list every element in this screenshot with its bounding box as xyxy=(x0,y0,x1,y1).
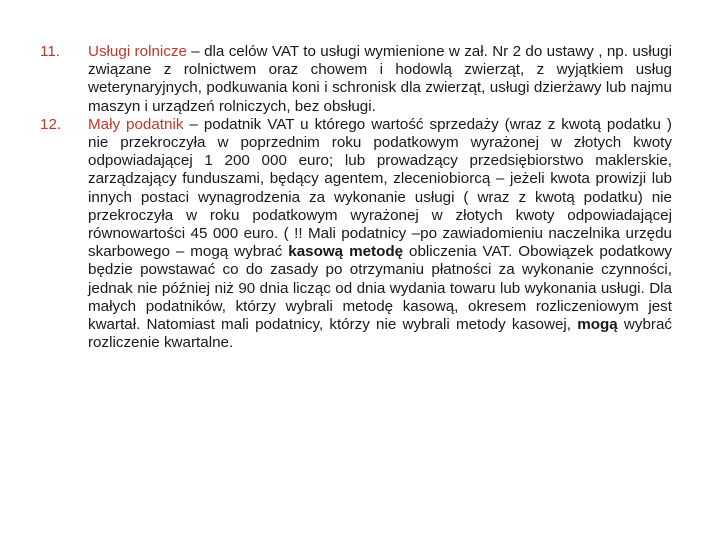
term-uslugi-rolnicze: Usługi rolnicze xyxy=(88,43,187,60)
item-number: 12. xyxy=(40,115,62,133)
definition-text: – dla celów VAT to usługi wymienione w zał. Nr 2 do ustawy , np. usługi związane z rolnictwem oraz chowem i hodowlą zwierząt, z wyjątkiem usług weterynaryjnych, podkuwania koni i schronisk dla zwierząt, usługi dzierżawy lub najmu maszyn i urządzeń rolniczych, bez obsługi. xyxy=(88,43,672,115)
definition-list xyxy=(40,43,672,352)
emphasis-kasowa-metoda: kasową metodę xyxy=(288,243,404,261)
term-maly-podatnik: Mały podatnik xyxy=(88,115,184,133)
definition-text-part-3: wybrać rozliczenie kwartalne. xyxy=(88,316,673,352)
item-number: 11. xyxy=(40,43,60,60)
list-item-11 xyxy=(40,43,672,116)
emphasis-moga: mogą xyxy=(577,316,618,334)
definition-text-part-2: obliczenia VAT. Obowiązek podatkowy będzie powstawać co do zasady po otrzymaniu płatności za wykonanie czynności, jednak nie później niż 90 dnia licząc od dnia wydania towaru lub wykonania usługi. Dla małych podatników, którzy wybrali metodę kasową, okresem rozliczeniowym jest kwartał. Natomiast mali podatnicy, którzy nie wybrali metody kasowej, xyxy=(88,243,672,334)
list-item-12 xyxy=(40,116,672,353)
definition-text-part-1: – podatnik VAT u którego wartość sprzedaży (wraz z kwotą podatku ) nie przekroczyła w poprzednim roku podatkowym wyrażonej w złotych kwoty odpowiadającej 1 200 000 euro; lub prowadzący przedsiębiorstwo maklerskie, zarządzający funduszami, będący agentem, zleceniobiorcą – jeżeli kwota prowizji lub innych postaci wynagrodzenia za wykonanie usługi ( wraz z kwotą podatku) nie przekroczyła w roku podatkowym wyrażonej w złotych kwoty odpowiadającej równowartości 45 000 euro. ( !! Mali podatnicy –po zawiadomieniu naczelnika urzędu skarbowego – mogą wybrać xyxy=(88,115,672,261)
